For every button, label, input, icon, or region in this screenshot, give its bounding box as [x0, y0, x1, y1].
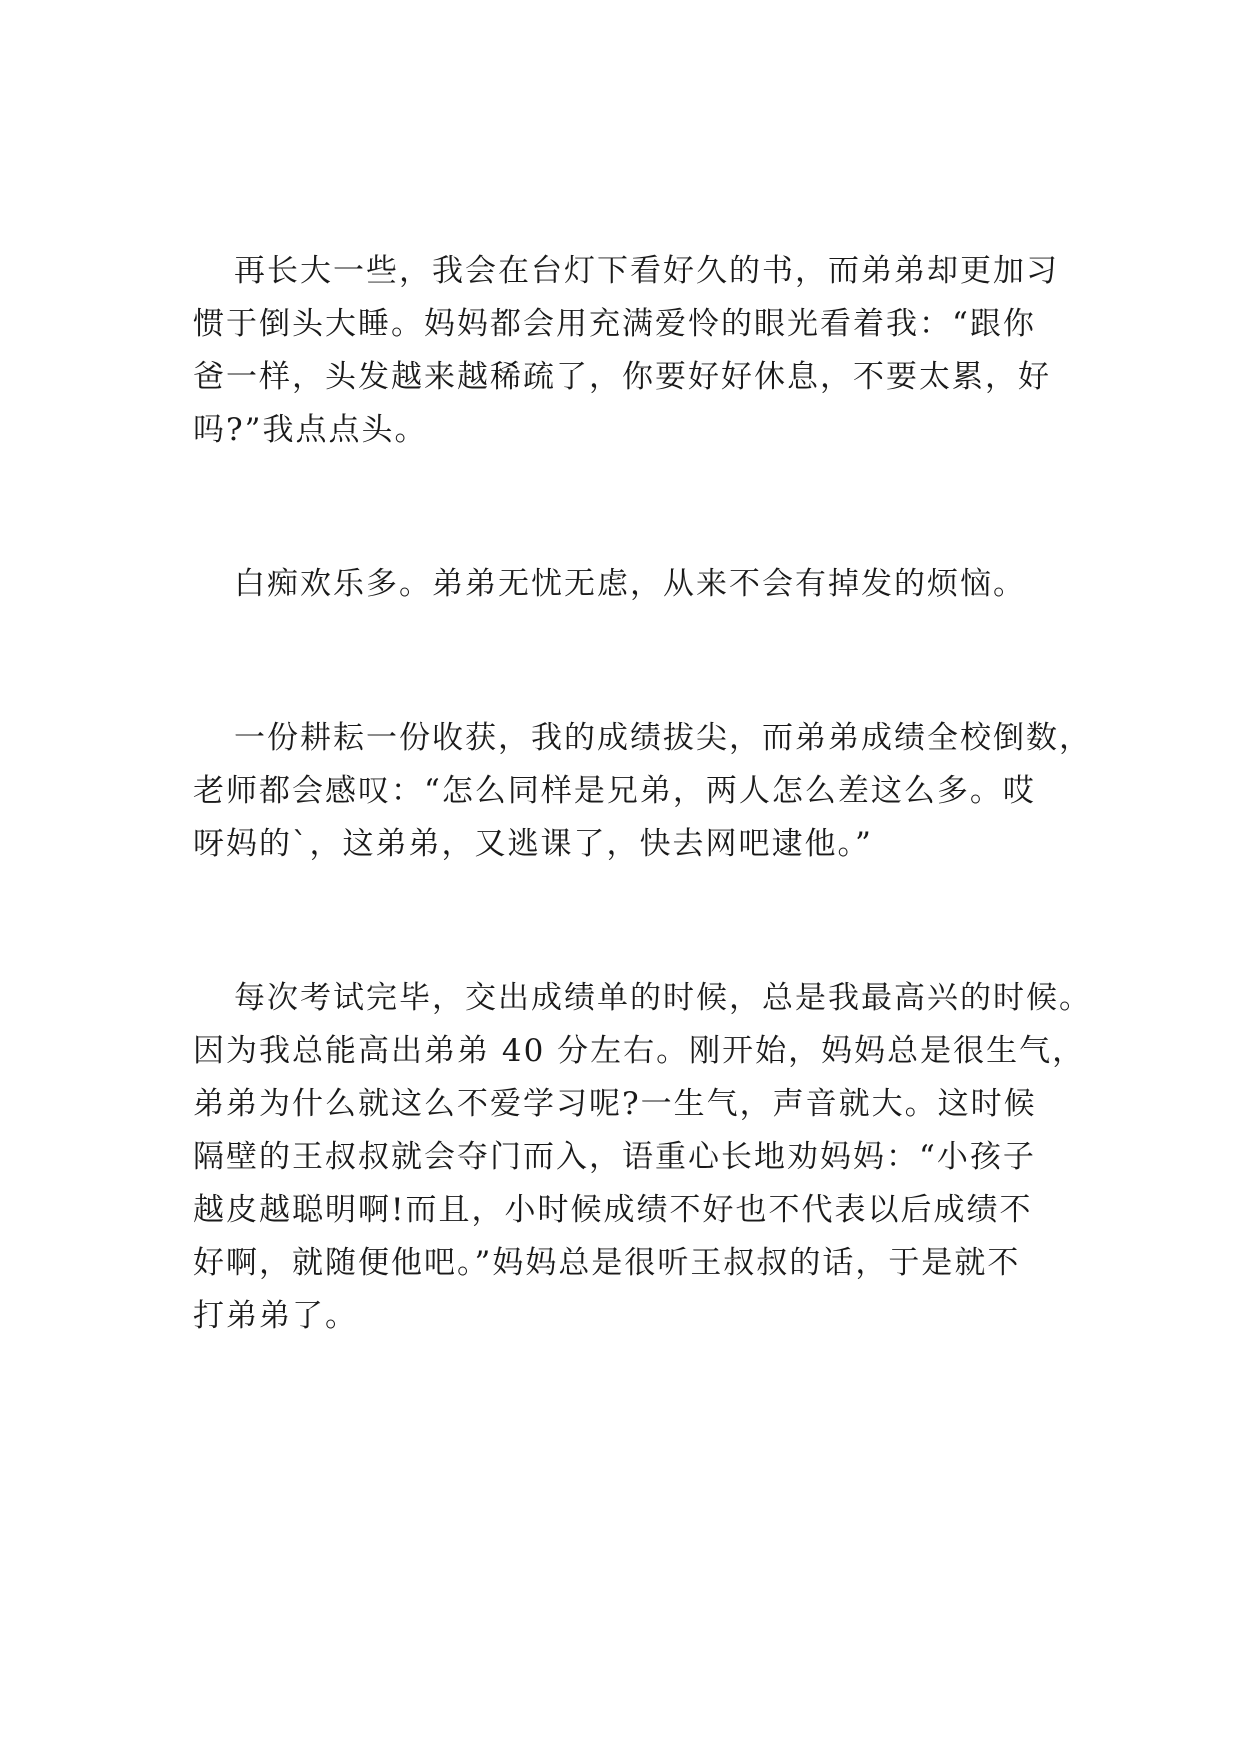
paragraph-4-line-7: 打弟弟了。 — [193, 1298, 358, 1334]
paragraph-4-line-6: 好啊，就随便他吧。”妈妈总是很听王叔叔的话，于是就不 — [193, 1245, 1021, 1281]
paragraph-1-line-2: 惯于倒头大睡。妈妈都会用充满爱怜的眼光看着我：“跟你 — [193, 306, 1036, 342]
paragraph-3-line-1: 一份耕耘一份收获，我的成绩拔尖，而弟弟成绩全校倒数， — [234, 720, 1092, 756]
paragraph-2-line-1: 白痴欢乐多。弟弟无忧无虑，从来不会有掉发的烦恼。 — [234, 566, 1026, 602]
paragraph-3-line-3: 呀妈的`，这弟弟，又逃课了，快去网吧逮他。” — [193, 826, 873, 862]
paragraph-4-line-3: 弟弟为什么就这么不爱学习呢?一生气，声音就大。这时候 — [193, 1086, 1037, 1122]
paragraph-4-line-1: 每次考试完毕，交出成绩单的时候，总是我最高兴的时候。 — [234, 980, 1092, 1016]
paragraph-4-line-5: 越皮越聪明啊!而且，小时候成绩不好也不代表以后成绩不 — [193, 1192, 1033, 1228]
paragraph-4-line-4: 隔壁的王叔叔就会夺门而入，语重心长地劝妈妈：“小孩子 — [193, 1139, 1036, 1175]
paragraph-1-line-4: 吗?”我点点头。 — [193, 412, 428, 448]
paragraph-4-line-2: 因为我总能高出弟弟 40 分左右。刚开始，妈妈总是很生气， — [193, 1033, 1086, 1069]
paragraph-1-line-3: 爸一样，头发越来越稀疏了，你要好好休息，不要太累，好 — [193, 359, 1051, 395]
paragraph-3-line-2: 老师都会感叹：“怎么同样是兄弟，两人怎么差这么多。哎 — [193, 773, 1036, 809]
paragraph-1-line-1: 再长大一些，我会在台灯下看好久的书，而弟弟却更加习 — [234, 253, 1059, 289]
